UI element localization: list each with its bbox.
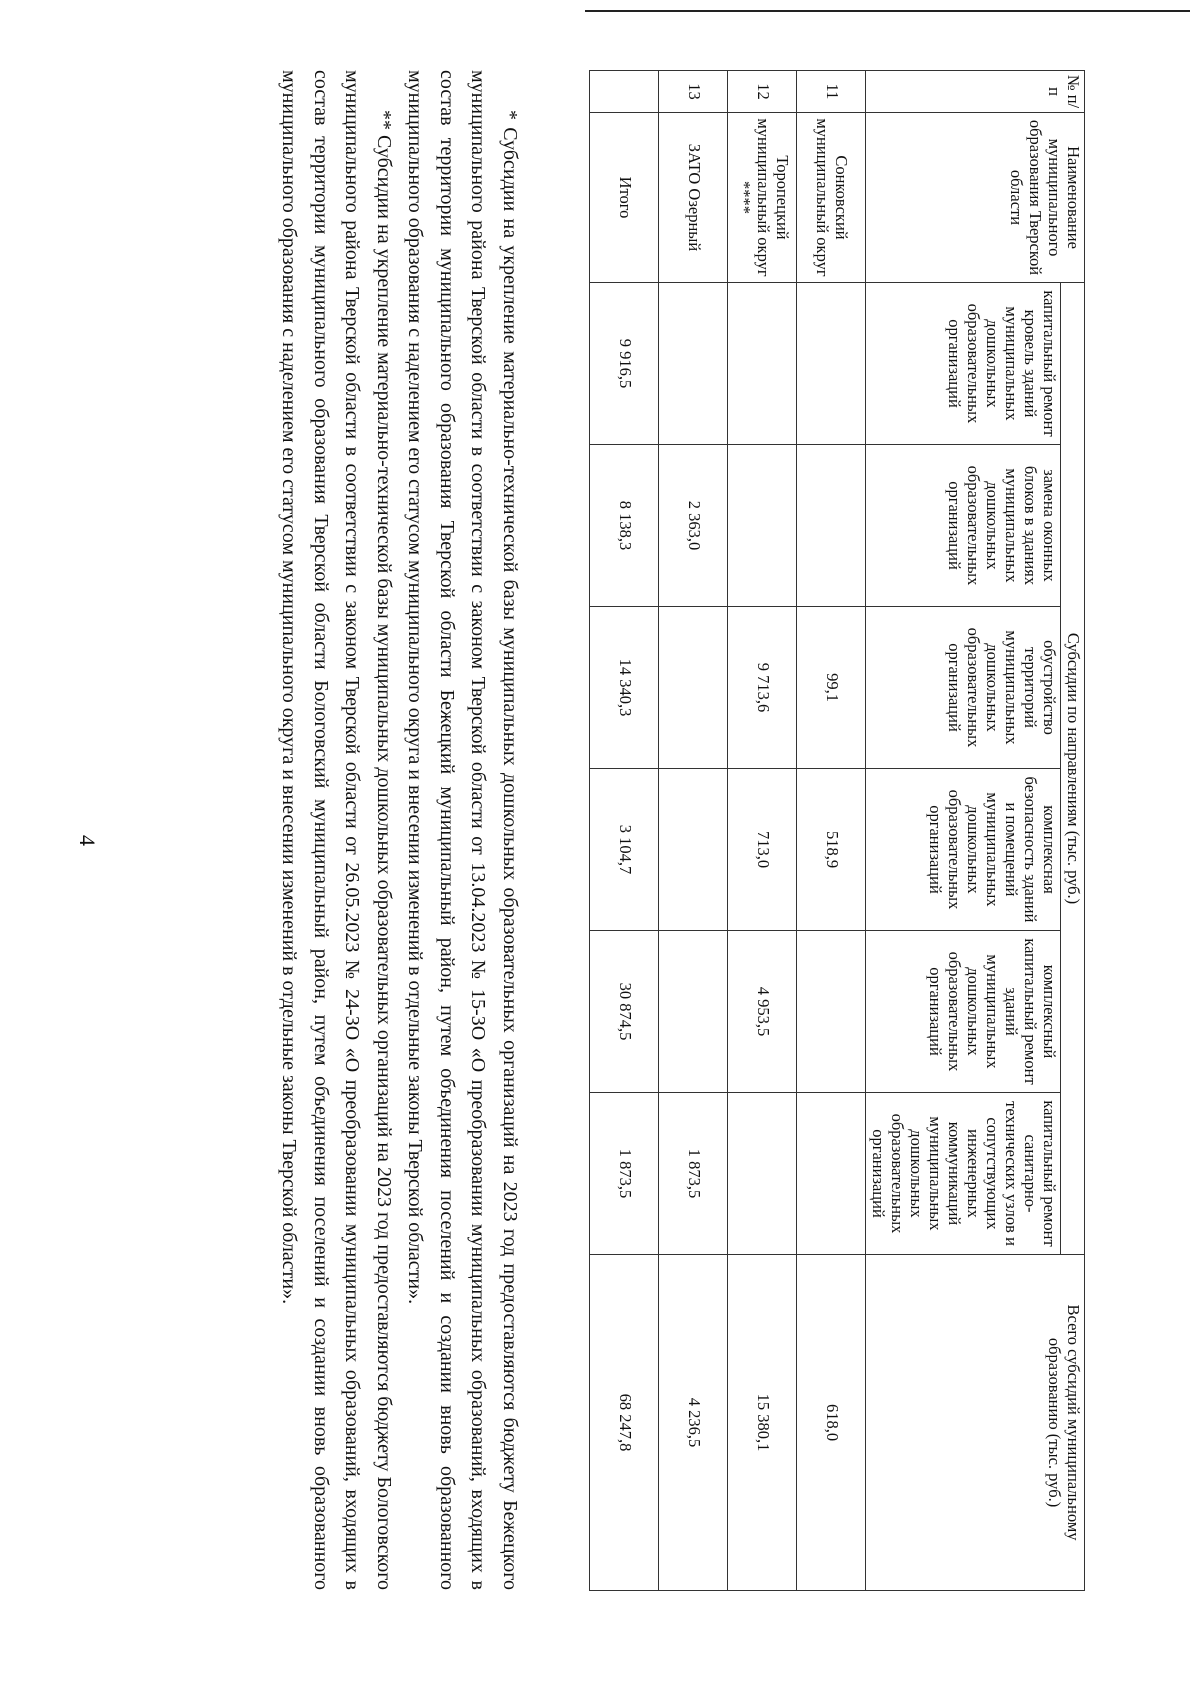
row-name: Торопецкий муниципальный округ **** [728, 113, 797, 283]
row-value [659, 283, 728, 445]
row-value: 9 713,6 [728, 607, 797, 769]
row-value [728, 445, 797, 607]
row-value: 9 916,5 [590, 283, 659, 445]
row-total: 4 236,5 [659, 1255, 728, 1591]
row-value: 14 340,3 [590, 607, 659, 769]
row-value [659, 769, 728, 931]
row-num [590, 71, 659, 113]
footnote-2: ** Субсидии на укрепление материально-технической базы муниципальных дошкольных образовательных организаций на 2023 год предоставляются бюджету Бологовского муниципального района Тверской области в соответствии с законом Тверской области от 26.05.2023 № 24-ЗО «О преобразовании муниципальных образований, входящих в состав территории муниципального образования Тверской области Бологовский муниципальный район, путем объединения поселений и создании вновь образованного муниципального образования с наделением его статусом муниципального округа и внесении изменений в отдельные законы Тверской области». [278, 70, 395, 1590]
header-territory-improvement: обустройство территорий муниципальных дошкольных образовательных организаций [866, 607, 1061, 769]
row-value: 8 138,3 [590, 445, 659, 607]
row-value [797, 283, 866, 445]
row-value: 3 104,7 [590, 769, 659, 931]
header-roof-repair: капитальный ремонт кровель зданий муниципальных дошкольных образовательных организаций [866, 283, 1061, 445]
table-row [797, 71, 866, 1591]
row-total: 15 380,1 [728, 1255, 797, 1591]
header-total: Всего субсидий муниципальному образованию (тыс. руб.) [866, 1255, 1085, 1591]
subsidy-table [589, 70, 1085, 1591]
table-row [659, 71, 728, 1591]
header-window-replacement: замена оконных блоков в зданиях муниципальных дошкольных образовательных организаций [866, 445, 1061, 607]
row-total: 618,0 [797, 1255, 866, 1591]
table-header [866, 71, 1085, 1591]
row-name: Сонковский муниципальный округ [797, 113, 866, 283]
row-total: 68 247,8 [590, 1255, 659, 1591]
header-name: Наименование муниципального образования Тверской области [866, 113, 1085, 283]
header-num: № п/п [866, 71, 1085, 113]
row-value [659, 607, 728, 769]
footnotes [273, 70, 525, 1590]
top-edge-line [585, 10, 1190, 12]
row-value [797, 445, 866, 607]
table-row [728, 71, 797, 1591]
footnote-1: * Субсидии на укрепление материально-технической базы муниципальных дошкольных образовательных организаций на 2023 год предоставляются бюджету Бежецкого муниципального района Тверской области в соответствии с законом Тверской области от 13.04.2023 № 15-ЗО «О преобразовании муниципальных образований, входящих в состав территории муниципального образования Тверской области Бежецкий муниципальный район, путем объединения поселений и создании вновь образованного муниципального образования с наделением его статусом муниципального округа и внесении изменений в отдельные законы Тверской области». [404, 70, 521, 1590]
row-value [728, 1093, 797, 1255]
row-name: ЗАТО Озерный [659, 113, 728, 283]
row-name: Итого [590, 113, 659, 283]
header-sanitary-repair: капитальный ремонт санитарно-технических узлов и сопутствующих инженерных коммуникаций муниципальных дошкольных образовательных организаций [866, 1093, 1061, 1255]
row-value: 713,0 [728, 769, 797, 931]
row-num: 11 [797, 71, 866, 113]
header-group: Субсидии по направлениям (тыс. руб.) [1061, 283, 1085, 1255]
header-complex-security: комплексная безопасность зданий и помещений муниципальных дошкольных образовательных организаций [866, 769, 1061, 931]
row-num: 13 [659, 71, 728, 113]
row-num: 12 [728, 71, 797, 113]
row-value: 1 873,5 [590, 1093, 659, 1255]
row-value [797, 931, 866, 1093]
row-value [659, 931, 728, 1093]
row-value: 518,9 [797, 769, 866, 931]
rotated-page-content [135, 60, 1095, 1620]
row-value: 30 874,5 [590, 931, 659, 1093]
row-value: 99,1 [797, 607, 866, 769]
row-value: 4 953,5 [728, 931, 797, 1093]
row-value [728, 283, 797, 445]
row-value [797, 1093, 866, 1255]
row-value: 2 363,0 [659, 445, 728, 607]
page-number: 4 [75, 835, 100, 846]
row-value: 1 873,5 [659, 1093, 728, 1255]
table-row-total [590, 71, 659, 1591]
header-complex-repair: комплексный капитальный ремонт зданий муниципальных дошкольных образовательных организаций [866, 931, 1061, 1093]
